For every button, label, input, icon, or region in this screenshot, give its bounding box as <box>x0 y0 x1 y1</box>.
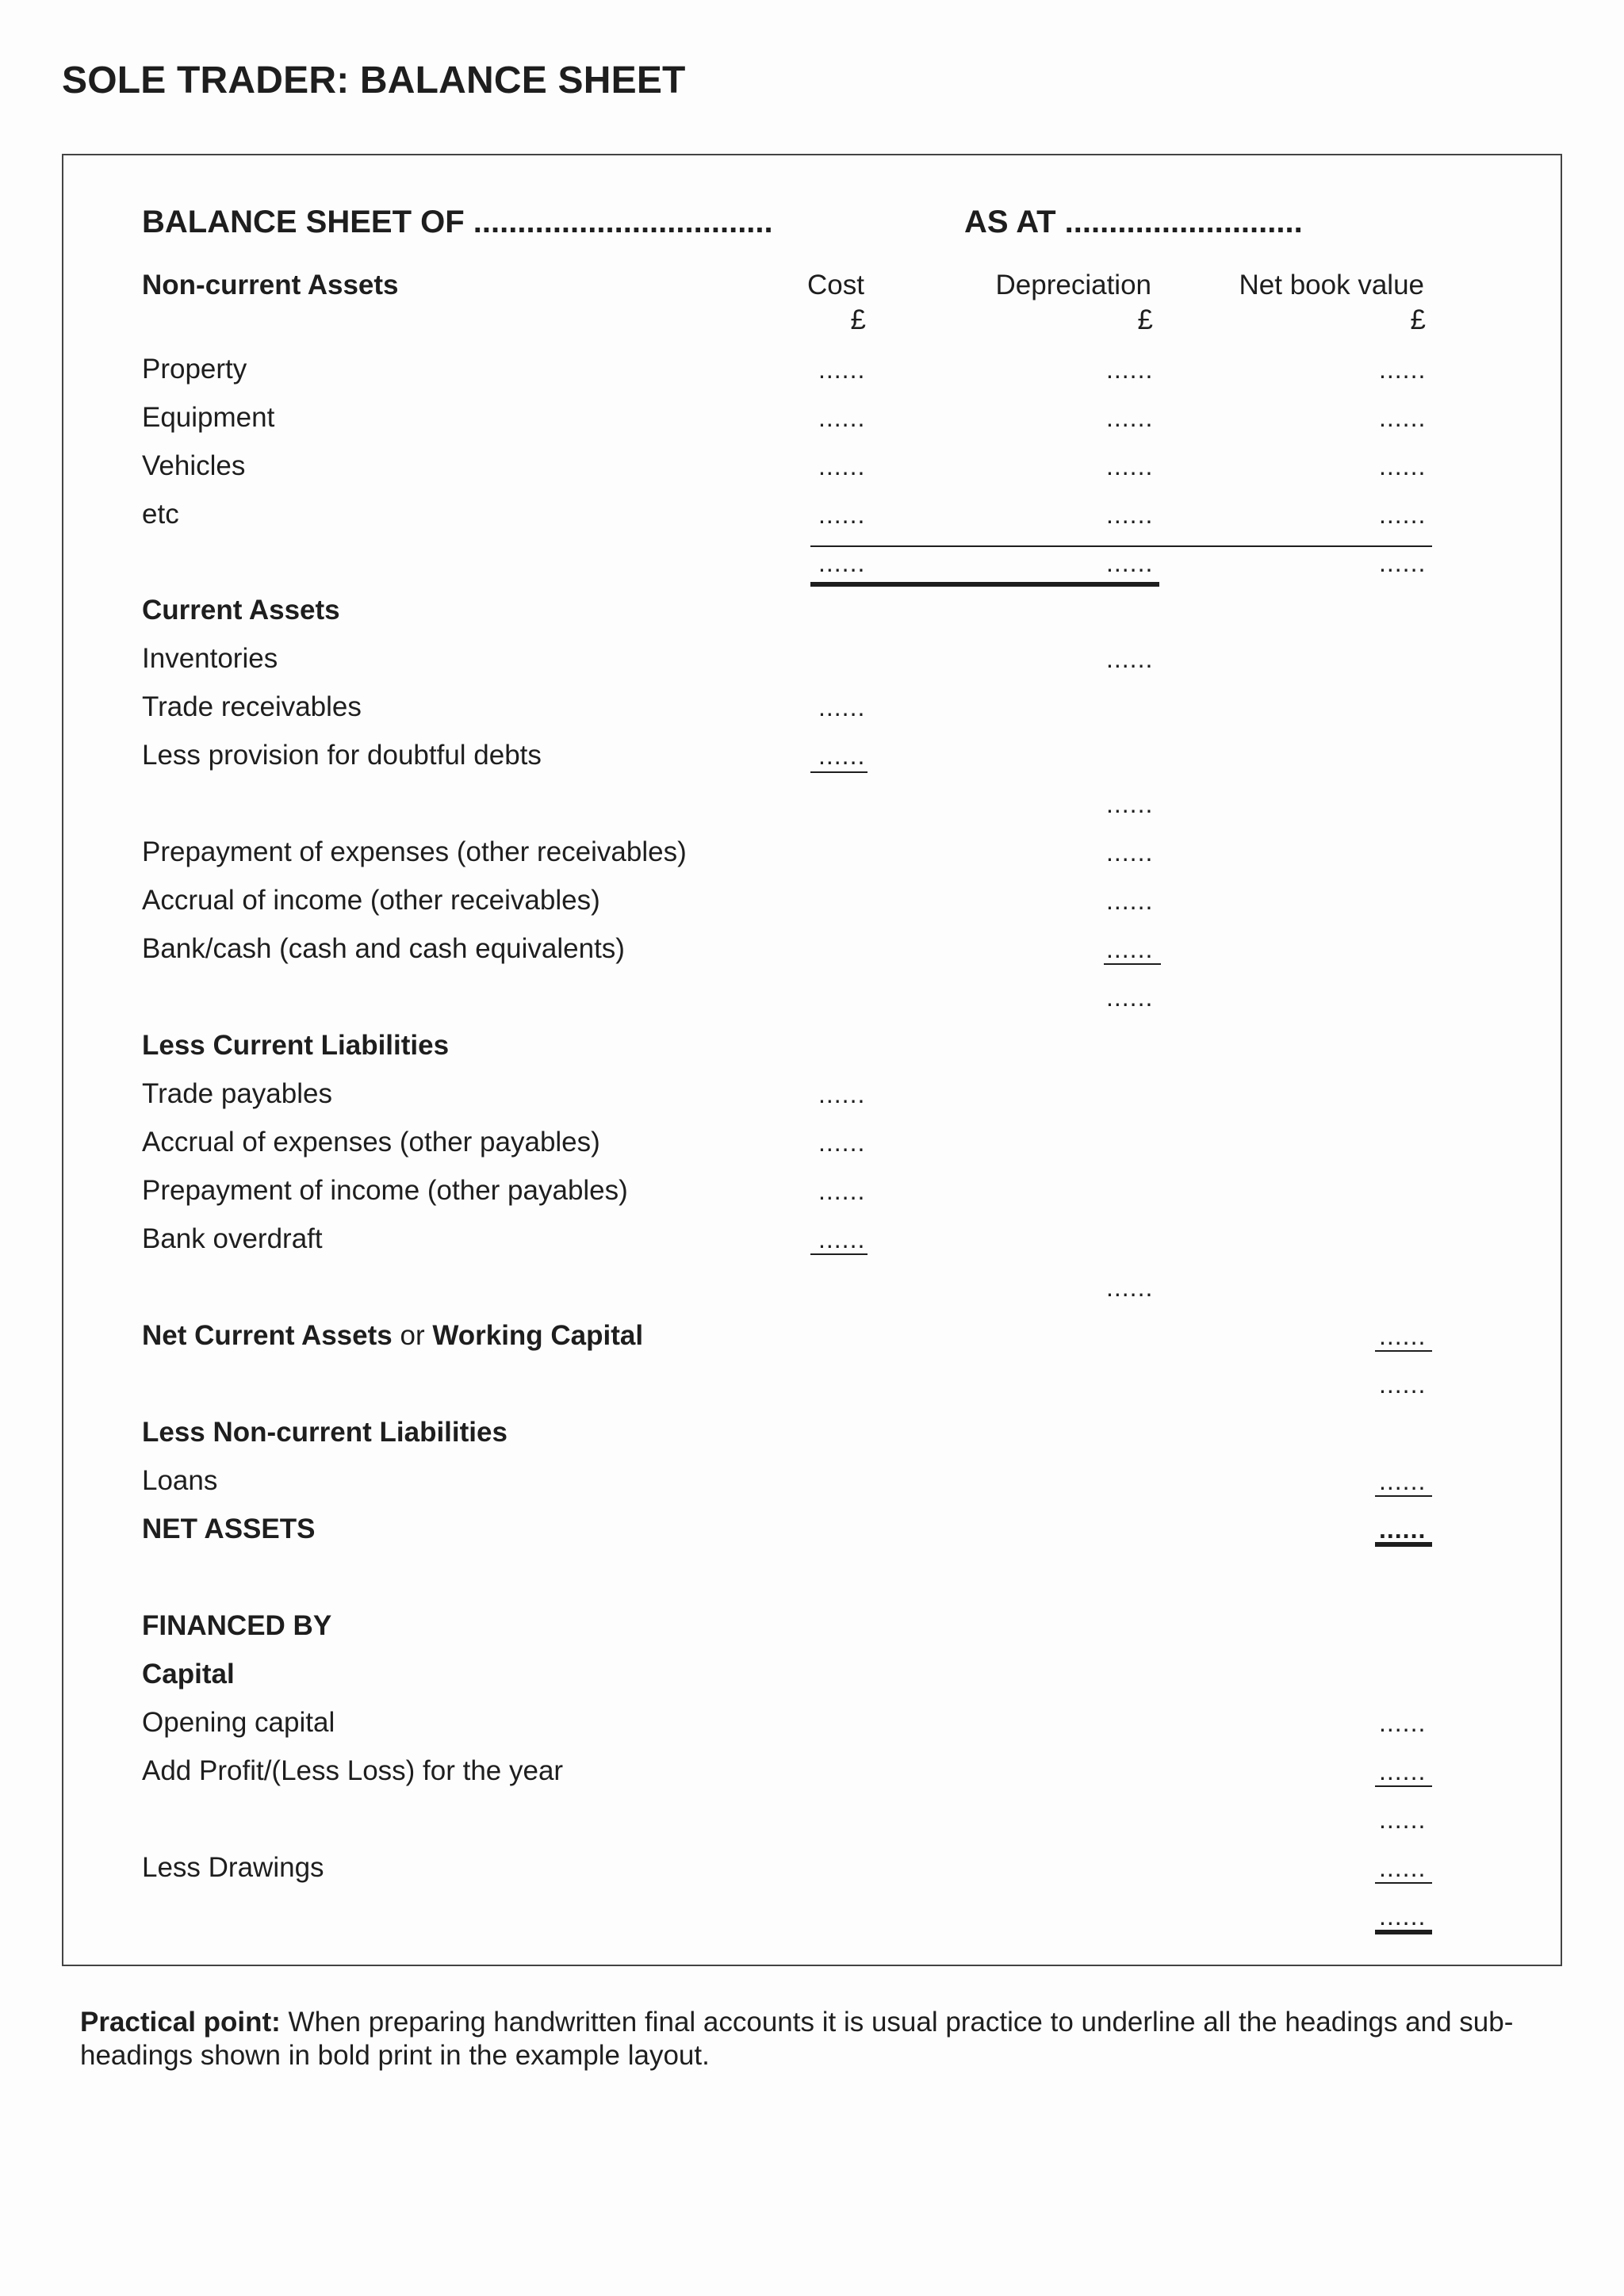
row-label-trade-payables: Trade payables <box>142 1078 332 1109</box>
profit-underline <box>1375 1785 1432 1787</box>
net-current-assets-underline <box>1375 1350 1432 1352</box>
prepayment-expenses-value: ...... <box>1106 838 1154 867</box>
row-label-accrual-income: Accrual of income (other receivables) <box>142 885 600 916</box>
current-liabilities-heading: Less Current Liabilities <box>142 1030 450 1061</box>
etc-cost-value: ...... <box>818 500 866 529</box>
net-receivables-value: ...... <box>1106 790 1154 818</box>
equipment-nbv-value: ...... <box>1379 404 1427 432</box>
row-label-prepayment-income: Prepayment of income (other payables) <box>142 1175 628 1206</box>
row-label-etc: etc <box>142 499 179 530</box>
financed-by-heading: FINANCED BY <box>142 1610 332 1641</box>
non-current-liabilities-heading: Less Non-current Liabilities <box>142 1417 508 1448</box>
balance-sheet-of-heading: BALANCE SHEET OF .................................. <box>142 205 773 239</box>
net-assets-heading: NET ASSETS <box>142 1513 316 1544</box>
capital-total-double-underline <box>1375 1930 1432 1934</box>
total-assets-less-liabilities-value: ...... <box>1379 1370 1427 1399</box>
capital-heading: Capital <box>142 1659 235 1689</box>
trade-payables-value: ...... <box>818 1080 866 1108</box>
prepayment-income-value: ...... <box>818 1177 866 1205</box>
drawings-underline <box>1375 1882 1432 1884</box>
working-capital-text: Working Capital <box>432 1320 644 1351</box>
depreciation-column-heading: Depreciation <box>995 270 1151 300</box>
double-underline-rule <box>810 582 1159 587</box>
connector-text: or <box>392 1320 433 1351</box>
bank-overdraft-underline <box>810 1253 868 1255</box>
net-book-value-column-heading: Net book value <box>1239 270 1424 300</box>
equipment-cost-value: ...... <box>818 404 866 432</box>
opening-capital-value: ...... <box>1379 1709 1427 1737</box>
row-label-accrual-expenses: Accrual of expenses (other payables) <box>142 1127 600 1158</box>
accrual-expenses-value: ...... <box>818 1128 866 1157</box>
row-label-bank-overdraft: Bank overdraft <box>142 1223 323 1254</box>
total-nbv-value: ...... <box>1379 549 1427 577</box>
loans-value: ...... <box>1379 1467 1427 1495</box>
property-cost-value: ...... <box>818 355 866 384</box>
loans-underline <box>1375 1495 1432 1497</box>
provision-value: ...... <box>818 741 866 770</box>
current-assets-total-value: ...... <box>1106 983 1154 1012</box>
bank-cash-underline <box>1104 963 1161 965</box>
vehicles-depreciation-value: ...... <box>1106 452 1154 480</box>
row-label-equipment: Equipment <box>142 402 275 433</box>
row-label-bank-cash: Bank/cash (cash and cash equivalents) <box>142 933 625 964</box>
current-liabilities-total-value: ...... <box>1106 1273 1154 1302</box>
row-label-loans: Loans <box>142 1465 218 1496</box>
row-label-prepayment-expenses: Prepayment of expenses (other receivables) <box>142 836 687 867</box>
total-depreciation-value: ...... <box>1106 549 1154 577</box>
as-at-heading: AS AT ........................... <box>964 205 1303 239</box>
row-label-trade-receivables: Trade receivables <box>142 691 362 722</box>
depreciation-currency-symbol: £ <box>1137 304 1153 335</box>
current-assets-heading: Current Assets <box>142 595 340 626</box>
vehicles-nbv-value: ...... <box>1379 452 1427 480</box>
total-cost-value: ...... <box>818 549 866 577</box>
property-depreciation-value: ...... <box>1106 355 1154 384</box>
profit-value: ...... <box>1379 1757 1427 1785</box>
property-nbv-value: ...... <box>1379 355 1427 384</box>
net-current-assets-label <box>142 1318 643 1353</box>
capital-subtotal-value: ...... <box>1379 1805 1427 1834</box>
vehicles-cost-value: ...... <box>818 452 866 480</box>
practical-point-label: Practical point: <box>80 2007 281 2038</box>
etc-depreciation-value: ...... <box>1106 500 1154 529</box>
row-label-vehicles: Vehicles <box>142 450 246 481</box>
accrual-income-value: ...... <box>1106 886 1154 915</box>
inventories-value: ...... <box>1106 645 1154 673</box>
non-current-assets-heading: Non-current Assets <box>142 270 399 300</box>
net-current-assets-value: ...... <box>1379 1322 1427 1350</box>
practical-point-note <box>80 2006 1523 2072</box>
provision-underline <box>810 771 868 773</box>
cost-column-heading: Cost <box>807 270 864 300</box>
row-label-provision-doubtful-debts: Less provision for doubtful debts <box>142 740 542 771</box>
trade-receivables-value: ...... <box>818 693 866 721</box>
row-label-property: Property <box>142 354 247 385</box>
practical-point-text: When preparing handwritten final accounts it is usual practice to underline all the headings and sub-headings shown in bold print in the example layout. <box>80 2007 1514 2071</box>
bank-cash-value: ...... <box>1106 935 1154 963</box>
row-label-inventories: Inventories <box>142 643 278 674</box>
net-current-assets-text: Net Current Assets <box>142 1320 393 1351</box>
page-title: SOLE TRADER: BALANCE SHEET <box>62 59 686 101</box>
net-assets-double-underline <box>1375 1542 1432 1547</box>
equipment-depreciation-value: ...... <box>1106 404 1154 432</box>
bank-overdraft-value: ...... <box>818 1225 866 1253</box>
drawings-value: ...... <box>1379 1854 1427 1882</box>
capital-total-value: ...... <box>1379 1902 1427 1931</box>
row-label-profit: Add Profit/(Less Loss) for the year <box>142 1755 564 1786</box>
row-label-drawings: Less Drawings <box>142 1852 324 1883</box>
row-label-opening-capital: Opening capital <box>142 1707 335 1738</box>
etc-nbv-value: ...... <box>1379 500 1427 529</box>
cost-currency-symbol: £ <box>850 304 866 335</box>
nbv-currency-symbol: £ <box>1410 304 1426 335</box>
net-assets-value: ...... <box>1379 1515 1427 1544</box>
